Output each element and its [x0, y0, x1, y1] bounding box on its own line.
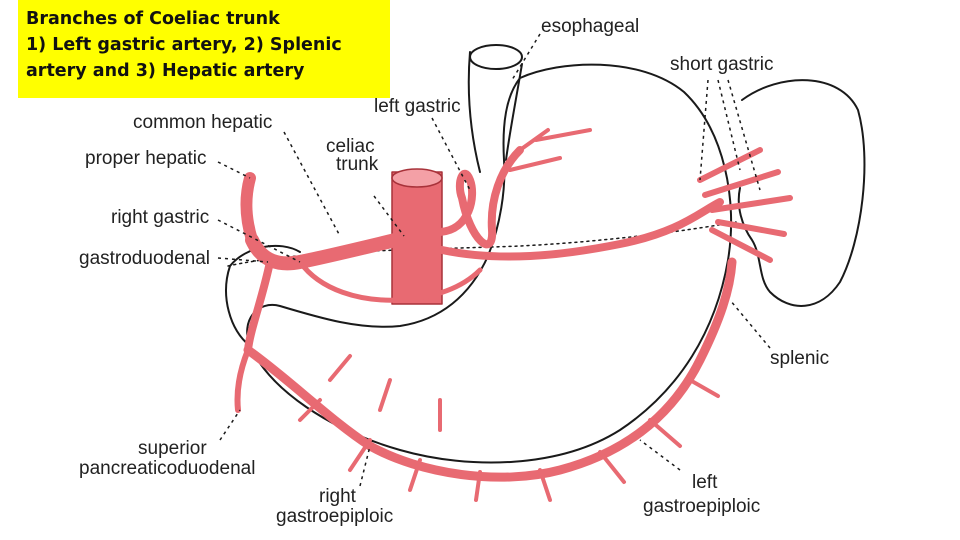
label-left-ge-line1: left — [692, 472, 718, 493]
label-proper-hepatic: proper hepatic — [85, 148, 207, 169]
spleen-outline — [739, 80, 865, 306]
left-gastric-artery — [440, 150, 520, 244]
label-right-gastric: right gastric — [111, 207, 210, 228]
common-hepatic-artery — [252, 238, 404, 263]
proper-hepatic-artery — [246, 178, 252, 240]
label-superior-pd-line1: superior — [138, 438, 207, 459]
label-left-ge-line2: gastroepiploic — [643, 496, 761, 517]
label-superior-pd-line2: pancreaticoduodenal — [79, 458, 256, 479]
label-short-gastric: short gastric — [670, 54, 774, 75]
aorta-top — [392, 169, 442, 187]
label-right-ge-line2: gastroepiploic — [276, 506, 394, 527]
superior-pancreaticoduodenal-artery — [237, 350, 248, 410]
label-splenic: splenic — [770, 348, 830, 369]
label-celiac-trunk-line1: celiac — [326, 136, 375, 157]
caption-line-3: artery and 3) Hepatic artery — [26, 61, 305, 81]
label-left-gastric: left gastric — [374, 96, 461, 117]
label-common-hepatic: common hepatic — [133, 112, 273, 133]
esophagus-opening — [470, 45, 522, 69]
label-celiac-trunk-line2: trunk — [336, 154, 379, 175]
label-gastroduodenal: gastroduodenal — [79, 248, 210, 269]
right-gastroepiploic-artery — [248, 262, 732, 477]
label-right-ge-line1: right — [319, 486, 356, 507]
right-gastric-artery — [300, 262, 480, 300]
caption-line-2: 1) Left gastric artery, 2) Splenic — [26, 35, 342, 55]
caption-line-1: Branches of Coeliac trunk — [26, 9, 280, 29]
label-esophageal: esophageal — [541, 16, 640, 37]
splenic-artery — [442, 202, 720, 257]
